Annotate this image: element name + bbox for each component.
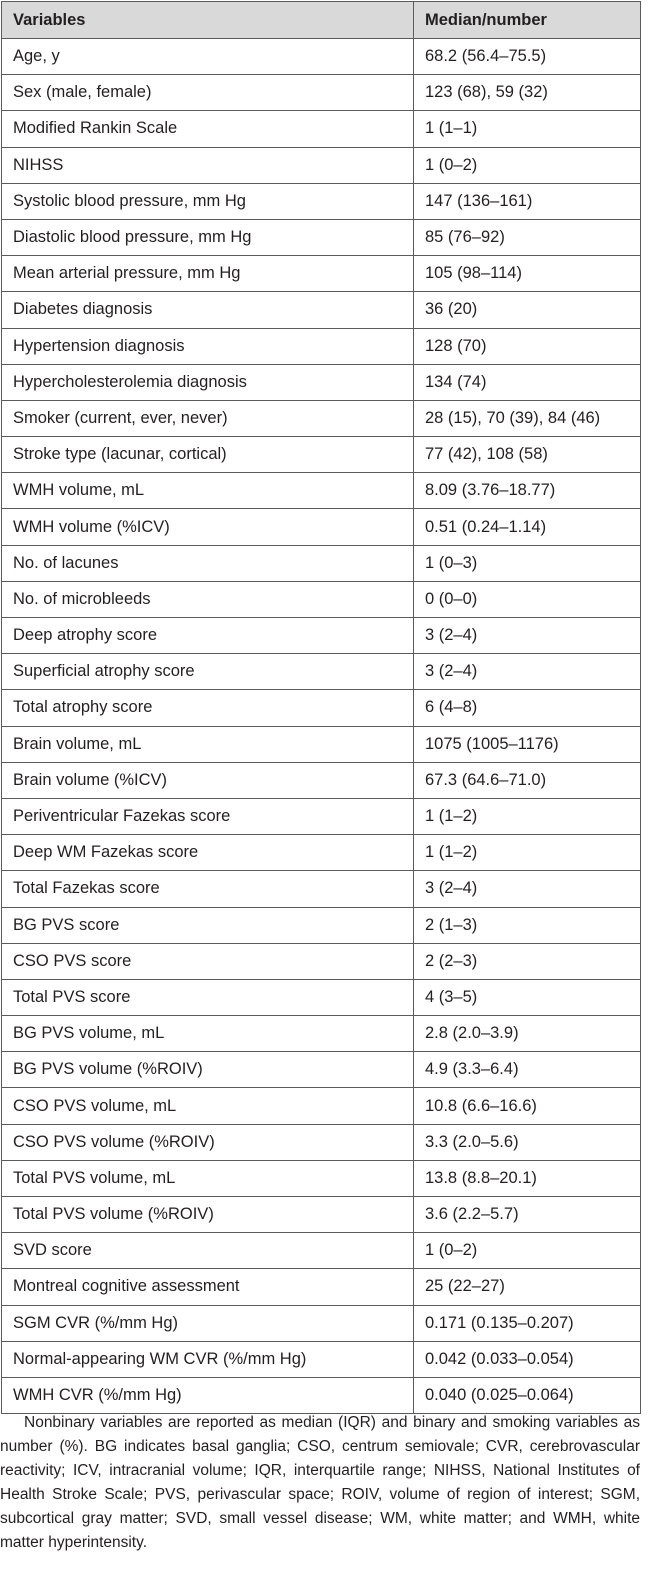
table-row	[2, 1341, 641, 1377]
table-header	[2, 2, 641, 39]
variable-cell: Montreal cognitive assessment	[2, 1269, 414, 1305]
variable-cell: Modified Rankin Scale	[2, 111, 414, 147]
characteristics-table-container	[1, 1, 640, 1414]
table-row	[2, 726, 641, 762]
table-row	[2, 437, 641, 473]
table-row	[2, 219, 641, 255]
table-row	[2, 39, 641, 75]
variable-cell: Brain volume (%ICV)	[2, 762, 414, 798]
variable-cell: Brain volume, mL	[2, 726, 414, 762]
value-cell: 1 (0–3)	[414, 545, 641, 581]
variable-cell: CSO PVS volume, mL	[2, 1088, 414, 1124]
value-cell: 3.3 (2.0–5.6)	[414, 1124, 641, 1160]
variable-cell: NIHSS	[2, 147, 414, 183]
column-header-median-number: Median/number	[414, 2, 641, 39]
table-row	[2, 690, 641, 726]
table-body	[2, 39, 641, 1414]
value-cell: 3 (2–4)	[414, 654, 641, 690]
table-row	[2, 111, 641, 147]
table-row	[2, 1305, 641, 1341]
value-cell: 134 (74)	[414, 364, 641, 400]
table-row	[2, 907, 641, 943]
table-footnote: Nonbinary variables are reported as median (IQR) and binary and smoking variables as number (%). BG indicates basal ganglia; CSO, centrum semiovale; CVR, cerebrovascular reactivity; ICV, intracranial volume; IQR, interquartile range; NIHSS, National Institutes of Health Stroke Scale; PVS, perivascular space; ROIV, volume of region of interest; SGM, subcortical gray matter; SVD, small vessel disease; WM, white matter; and WMH, white matter hyperintensity.	[0, 1414, 640, 1551]
table-row	[2, 1160, 641, 1196]
table-row	[2, 292, 641, 328]
table-row	[2, 1016, 641, 1052]
value-cell: 6 (4–8)	[414, 690, 641, 726]
variable-cell: Total PVS volume, mL	[2, 1160, 414, 1196]
value-cell: 8.09 (3.76–18.77)	[414, 473, 641, 509]
variable-cell: Total PVS volume (%ROIV)	[2, 1197, 414, 1233]
value-cell: 0.171 (0.135–0.207)	[414, 1305, 641, 1341]
table-row	[2, 473, 641, 509]
table-row	[2, 256, 641, 292]
value-cell: 1 (0–2)	[414, 147, 641, 183]
value-cell: 2 (1–3)	[414, 907, 641, 943]
table-row	[2, 1377, 641, 1413]
value-cell: 28 (15), 70 (39), 84 (46)	[414, 400, 641, 436]
value-cell: 3 (2–4)	[414, 871, 641, 907]
value-cell: 85 (76–92)	[414, 219, 641, 255]
value-cell: 1075 (1005–1176)	[414, 726, 641, 762]
table-row	[2, 1052, 641, 1088]
table-row	[2, 798, 641, 834]
variable-cell: Deep atrophy score	[2, 618, 414, 654]
value-cell: 68.2 (56.4–75.5)	[414, 39, 641, 75]
table-row	[2, 1269, 641, 1305]
table-row	[2, 979, 641, 1015]
table-row	[2, 762, 641, 798]
table-row	[2, 581, 641, 617]
variable-cell: WMH volume (%ICV)	[2, 509, 414, 545]
table-row	[2, 1197, 641, 1233]
variable-cell: Total Fazekas score	[2, 871, 414, 907]
table-row	[2, 618, 641, 654]
table-row	[2, 545, 641, 581]
variable-cell: Hypertension diagnosis	[2, 328, 414, 364]
variable-cell: Normal-appearing WM CVR (%/mm Hg)	[2, 1341, 414, 1377]
table-row	[2, 835, 641, 871]
value-cell: 4 (3–5)	[414, 979, 641, 1015]
value-cell: 105 (98–114)	[414, 256, 641, 292]
variable-cell: Smoker (current, ever, never)	[2, 400, 414, 436]
variable-cell: Superficial atrophy score	[2, 654, 414, 690]
value-cell: 13.8 (8.8–20.1)	[414, 1160, 641, 1196]
variable-cell: No. of lacunes	[2, 545, 414, 581]
value-cell: 0 (0–0)	[414, 581, 641, 617]
value-cell: 123 (68), 59 (32)	[414, 75, 641, 111]
value-cell: 1 (1–2)	[414, 835, 641, 871]
table-row	[2, 654, 641, 690]
table-row	[2, 364, 641, 400]
table-row	[2, 400, 641, 436]
variable-cell: CSO PVS volume (%ROIV)	[2, 1124, 414, 1160]
value-cell: 1 (0–2)	[414, 1233, 641, 1269]
value-cell: 147 (136–161)	[414, 183, 641, 219]
variable-cell: BG PVS score	[2, 907, 414, 943]
column-header-variables: Variables	[2, 2, 414, 39]
table-row	[2, 509, 641, 545]
variable-cell: Sex (male, female)	[2, 75, 414, 111]
variable-cell: WMH volume, mL	[2, 473, 414, 509]
value-cell: 0.040 (0.025–0.064)	[414, 1377, 641, 1413]
variable-cell: SVD score	[2, 1233, 414, 1269]
variable-cell: Diabetes diagnosis	[2, 292, 414, 328]
value-cell: 3.6 (2.2–5.7)	[414, 1197, 641, 1233]
value-cell: 0.51 (0.24–1.14)	[414, 509, 641, 545]
value-cell: 4.9 (3.3–6.4)	[414, 1052, 641, 1088]
variable-cell: Stroke type (lacunar, cortical)	[2, 437, 414, 473]
variable-cell: Total PVS score	[2, 979, 414, 1015]
value-cell: 77 (42), 108 (58)	[414, 437, 641, 473]
variable-cell: Deep WM Fazekas score	[2, 835, 414, 871]
table-row	[2, 183, 641, 219]
value-cell: 0.042 (0.033–0.054)	[414, 1341, 641, 1377]
table-row	[2, 75, 641, 111]
value-cell: 128 (70)	[414, 328, 641, 364]
variable-cell: Diastolic blood pressure, mm Hg	[2, 219, 414, 255]
characteristics-table	[1, 1, 641, 1414]
variable-cell: Hypercholesterolemia diagnosis	[2, 364, 414, 400]
header-row	[2, 2, 641, 39]
variable-cell: No. of microbleeds	[2, 581, 414, 617]
variable-cell: Systolic blood pressure, mm Hg	[2, 183, 414, 219]
table-row	[2, 147, 641, 183]
table-row	[2, 871, 641, 907]
value-cell: 25 (22–27)	[414, 1269, 641, 1305]
variable-cell: Mean arterial pressure, mm Hg	[2, 256, 414, 292]
table-row	[2, 943, 641, 979]
variable-cell: Periventricular Fazekas score	[2, 798, 414, 834]
value-cell: 1 (1–2)	[414, 798, 641, 834]
variable-cell: WMH CVR (%/mm Hg)	[2, 1377, 414, 1413]
table-row	[2, 1233, 641, 1269]
variable-cell: CSO PVS score	[2, 943, 414, 979]
value-cell: 67.3 (64.6–71.0)	[414, 762, 641, 798]
table-row	[2, 1124, 641, 1160]
value-cell: 1 (1–1)	[414, 111, 641, 147]
value-cell: 36 (20)	[414, 292, 641, 328]
table-row	[2, 328, 641, 364]
variable-cell: BG PVS volume, mL	[2, 1016, 414, 1052]
variable-cell: Total atrophy score	[2, 690, 414, 726]
value-cell: 3 (2–4)	[414, 618, 641, 654]
value-cell: 10.8 (6.6–16.6)	[414, 1088, 641, 1124]
value-cell: 2 (2–3)	[414, 943, 641, 979]
variable-cell: SGM CVR (%/mm Hg)	[2, 1305, 414, 1341]
table-row	[2, 1088, 641, 1124]
variable-cell: BG PVS volume (%ROIV)	[2, 1052, 414, 1088]
value-cell: 2.8 (2.0–3.9)	[414, 1016, 641, 1052]
variable-cell: Age, y	[2, 39, 414, 75]
